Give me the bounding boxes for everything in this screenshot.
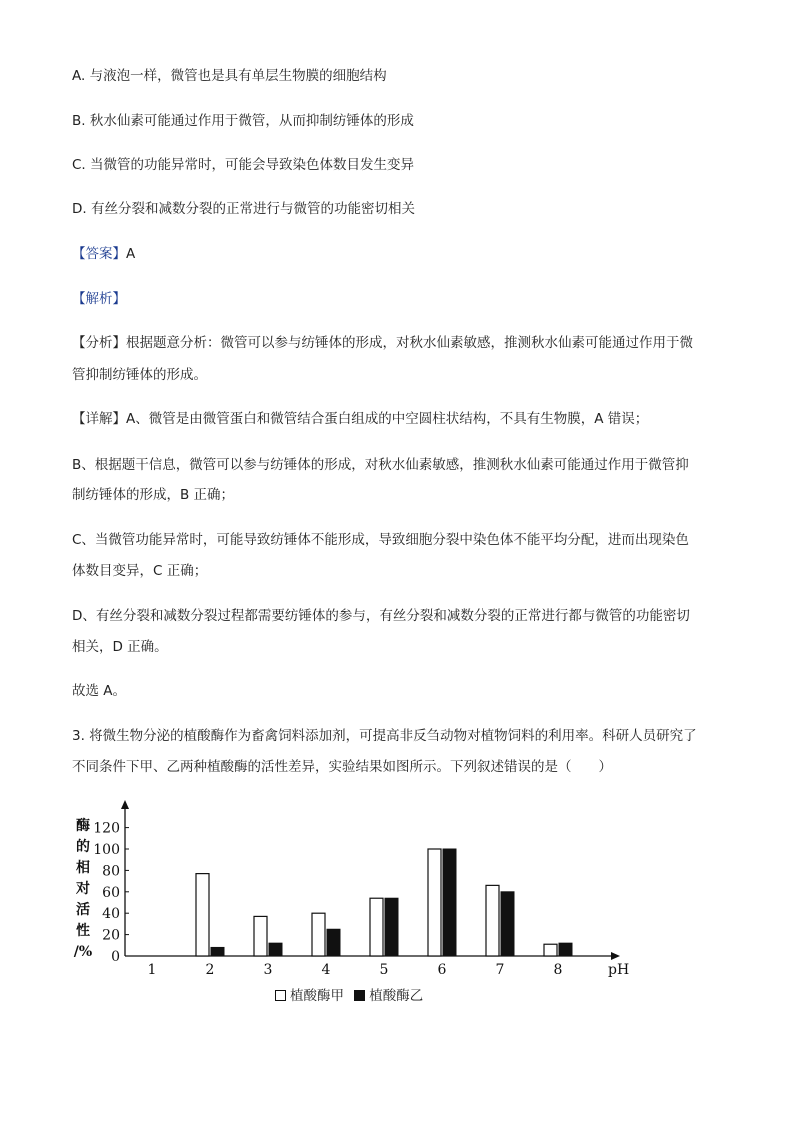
answer-text: A — [126, 246, 136, 262]
bar-jia — [544, 944, 557, 956]
legend-label-yi: 植酸酶乙 — [369, 988, 424, 1004]
x-axis-label: pH — [608, 962, 630, 978]
bar-yi — [385, 898, 398, 956]
bar-yi — [501, 892, 514, 956]
x-tick-label: 5 — [379, 962, 389, 978]
x-tick-label: 3 — [263, 962, 273, 978]
x-tick-label: 4 — [321, 962, 331, 978]
option-c: C. 当微管的功能异常时，可能会导致染色体数目发生变异 — [72, 157, 415, 173]
legend-swatch-jia — [275, 990, 286, 1001]
enzyme-activity-chart — [60, 790, 640, 985]
y-axis-label-char: 性 — [76, 923, 90, 939]
analysis-tag: 【解析】 — [72, 291, 126, 307]
xiangjie-a: A、微管是由微管蛋白和微管结合蛋白组成的中空圆柱状结构，不具有生物膜，A 错误； — [126, 411, 649, 427]
bar-yi — [559, 943, 572, 956]
xiangjie-d-line1: D、有丝分裂和减数分裂过程都需要纺锤体的参与，有丝分裂和减数分裂的正常进行都与微管的功能密切 — [72, 608, 690, 624]
xiangjie-c-line2: 体数目变异，C 正确； — [72, 563, 208, 579]
y-axis-arrow — [121, 800, 129, 809]
chart-legend — [275, 984, 423, 1004]
x-tick-label: 6 — [437, 962, 447, 978]
option-b: B. 秋水仙素可能通过作用于微管，从而抑制纺锤体的形成 — [72, 113, 414, 129]
fenxi-tag: 【分析】 — [72, 335, 126, 351]
bar-jia — [196, 874, 209, 956]
xiangjie-tag: 【详解】 — [72, 411, 126, 427]
x-tick-label: 2 — [205, 962, 215, 978]
y-tick-label: 40 — [102, 906, 120, 923]
x-tick-label: 8 — [553, 962, 563, 978]
y-axis-label-char: 相 — [76, 860, 90, 876]
answer-line — [72, 244, 135, 264]
option-d: D. 有丝分裂和减数分裂的正常进行与微管的功能密切相关 — [72, 201, 415, 217]
y-tick-label: 60 — [102, 884, 120, 901]
fenxi-line1 — [72, 333, 693, 353]
bar-yi — [269, 943, 282, 956]
fenxi-line2: 管抑制纺锤体的形成。 — [72, 367, 207, 383]
x-tick-label: 1 — [147, 962, 157, 978]
question3-line1: 3. 将微生物分泌的植酸酶作为畜禽饲料添加剂，可提高非反刍动物对植物饲料的利用率。科研人员研究了 — [72, 728, 697, 744]
fenxi-text1: 根据题意分析：微管可以参与纺锤体的形成，对秋水仙素敏感，推测秋水仙素可能通过作用于微 — [126, 335, 693, 351]
bar-yi — [211, 947, 224, 956]
y-tick-label: 80 — [102, 863, 120, 880]
legend-swatch-yi — [354, 990, 365, 1001]
y-tick-label: 20 — [102, 927, 120, 944]
x-tick-label: 7 — [495, 962, 505, 978]
y-axis-label-char: /% — [73, 944, 93, 960]
bar-jia — [428, 849, 441, 956]
xiangjie-b-line2: 制纺锤体的形成，B 正确； — [72, 487, 235, 503]
xiangjie-c-line1: C、当微管功能异常时，可能导致纺锤体不能形成，导致细胞分裂中染色体不能平均分配，进而出现染色 — [72, 532, 689, 548]
bar-yi — [443, 849, 456, 956]
bar-jia — [254, 916, 267, 956]
x-axis-arrow — [611, 952, 620, 960]
y-axis-label-char: 活 — [76, 902, 90, 918]
y-axis-label-char: 的 — [76, 839, 90, 855]
answer-tag: 【答案】 — [72, 246, 126, 262]
legend-label-jia: 植酸酶甲 — [290, 988, 344, 1004]
conclusion: 故选 A。 — [72, 683, 127, 699]
xiangjie-a-line — [72, 409, 648, 429]
bar-jia — [312, 913, 325, 956]
xiangjie-b-line1: B、根据题干信息，微管可以参与纺锤体的形成，对秋水仙素敏感，推测秋水仙素可能通过作用于微管抑 — [72, 457, 689, 473]
y-axis-label-char: 酶 — [76, 818, 90, 834]
y-axis-label-char: 对 — [76, 881, 90, 897]
xiangjie-d-line2: 相关，D 正确。 — [72, 639, 168, 655]
bar-jia — [486, 885, 499, 956]
question3-line2: 不同条件下甲、乙两种植酸酶的活性差异，实验结果如图所示。下列叙述错误的是（ ） — [72, 759, 612, 775]
y-tick-label: 120 — [93, 820, 120, 837]
bar-yi — [327, 929, 340, 956]
y-tick-label: 0 — [111, 949, 120, 965]
option-a: A. 与液泡一样，微管也是具有单层生物膜的细胞结构 — [72, 68, 387, 84]
bar-jia — [370, 898, 383, 956]
y-tick-label: 100 — [93, 842, 120, 858]
